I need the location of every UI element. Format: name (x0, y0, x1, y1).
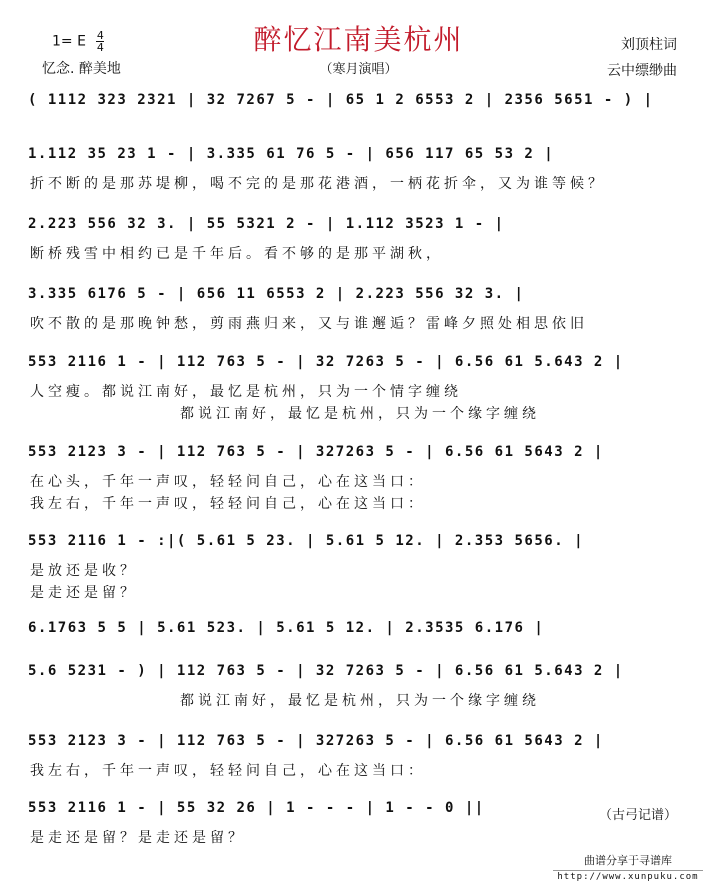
lyric-line-5: 都说江南好，最忆是杭州，只为一个缘字缠绕 (180, 406, 540, 422)
notation-line-10: 553 2123 3 - | 112 763 5 - | 327263 5 - | 6.56 61 5643 2 | (28, 733, 693, 756)
notation-line-5: 553 2116 1 - | 112 763 5 - | 32 7263 5 - | 6.56 61 5.643 2 | (28, 354, 693, 377)
watermark-text: 曲谱分享于寻谱库 (584, 854, 672, 867)
key-signature (52, 30, 104, 53)
notation-line-2: 1.112 35 23 1 - | 3.335 61 76 5 - | 656 117 65 53 2 | (28, 146, 693, 169)
lyric-line-11: 我左右，千年一声叹，轻轻问自己，心在这当口： (30, 763, 426, 779)
lyric-line-9: 是走还是留？ (30, 585, 138, 601)
notation-line-1: ( 1112 323 2321 | 32 7267 5 - | 65 1 2 6553 2 | 2356 5651 - ) | (28, 92, 693, 115)
composer-credit: 云中缥缈曲 (607, 63, 677, 79)
notation-line-11: 553 2116 1 - | 55 32 26 | 1 - - - | 1 - - 0 || (28, 800, 693, 823)
lyric-line-3: 吹不散的是那晚钟愁，剪雨燕归来，又与谁邂逅？雷峰夕照处相思依旧 (30, 316, 588, 332)
singer-credit: （寒月演唱） (319, 62, 398, 77)
time-top: 4 (96, 29, 104, 42)
notation-line-7: 553 2116 1 - :|( 5.61 5 23. | 5.61 5 12. | 2.353 5656. | (28, 533, 693, 556)
lyric-line-6: 在心头，千年一声叹，轻轻问自己，心在这当口： (30, 474, 426, 490)
watermark (553, 852, 703, 882)
lyric-line-2: 断桥残雪中相约已是千年后。看不够的是那平湖秋， (30, 246, 444, 262)
lyric-line-10: 都说江南好，最忆是杭州，只为一个缘字缠绕 (180, 693, 540, 709)
notation-line-8: 6.1763 5 5 | 5.61 523. | 5.61 5 12. | 2.3535 6.176 | (28, 620, 693, 643)
notation-line-4: 3.335 6176 5 - | 656 11 6553 2 | 2.223 556 32 3. | (28, 286, 693, 309)
time-bottom: 4 (96, 41, 104, 54)
watermark-url[interactable]: http://www.xunpuku.com (553, 870, 703, 882)
lyricist-credit: 刘顶柱词 (621, 37, 677, 53)
lyric-line-4: 人空瘦。都说江南好，最忆是杭州，只为一个情字缠绕 (30, 384, 462, 400)
notation-line-9: 5.6 5231 - ) | 112 763 5 - | 32 7263 5 - | 6.56 61 5.643 2 | (28, 663, 693, 686)
lyric-line-12: 是走还是留？是走还是留？ (30, 830, 246, 846)
lyric-line-7: 我左右，千年一声叹，轻轻问自己，心在这当口： (30, 496, 426, 512)
time-signature (96, 30, 104, 53)
mood-marking: 忆念. 醉美地 (42, 61, 121, 77)
key-label: 1= E (52, 33, 86, 50)
lyric-line-1: 折不断的是那苏堤柳，喝不完的是那花港酒，一柄花折伞，又为谁等候？ (30, 176, 606, 192)
lyric-line-8: 是放还是收？ (30, 563, 138, 579)
notation-line-3: 2.223 556 32 3. | 55 5321 2 - | 1.112 3523 1 - | (28, 216, 693, 239)
song-title: 醉忆江南美杭州 (253, 23, 464, 56)
notation-line-6: 553 2123 3 - | 112 763 5 - | 327263 5 - | 6.56 61 5643 2 | (28, 444, 693, 467)
transcriber-credit: （古弓记谱） (598, 808, 677, 823)
